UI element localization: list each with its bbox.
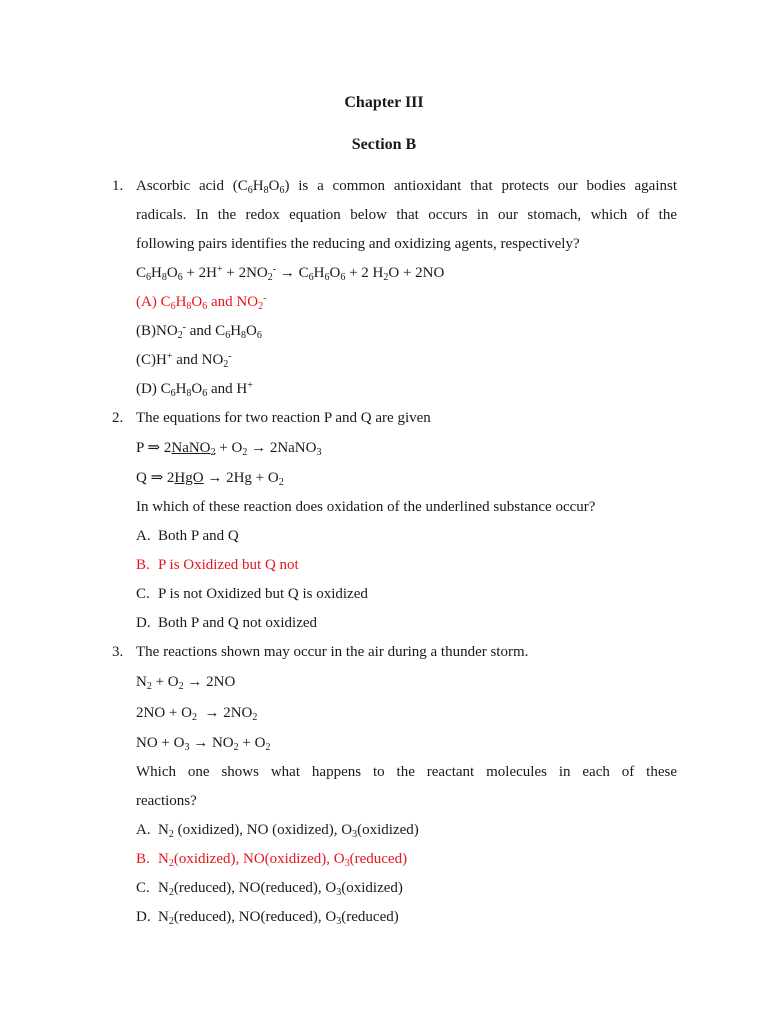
question-1-number: 1. <box>112 178 124 194</box>
question-3-equation-1: $N_2 + O_2 \to 2NO$ <box>136 674 236 692</box>
question-1-stem-line-1: Ascorbic acid $(C_6H_8O_6)$ is a common antioxidant that protects our bodies against <box>136 178 677 196</box>
question-3-option-d-text: $N_2(reduced)$, NO(reduced), $O_3(reduced)$ <box>158 909 399 927</box>
question-1-option-d: (D) $C_6H_8O_6$ and H+ <box>136 380 253 399</box>
question-3-option-d-letter: D. <box>136 909 151 925</box>
question-2-question: In which of these reaction does oxidation of the underlined substance occur? <box>136 499 596 515</box>
question-2-option-d-letter: D. <box>136 615 151 631</box>
section-title: Section B <box>351 136 417 153</box>
question-3-option-a-text: $N_2$ (oxidized), NO (oxidized), $O_3(oxidized)$ <box>158 822 419 840</box>
question-1-option-a-correct: (A) $C_6H_8O_6$ and $NO_2^-$ <box>136 293 267 312</box>
question-3-equation-3: NO + $O_3 \to NO_2 + O_2$ <box>136 735 271 753</box>
question-2-equation-q: Q ⇒ $2HgO \to 2Hg + O_2$ <box>136 470 284 488</box>
underlined-substance-p: NaNO$_2$ <box>171 440 216 458</box>
question-3-equation-2: $2NO + O_2 \to 2NO_2$ <box>136 705 258 723</box>
question-3-option-a-letter: A. <box>136 822 151 838</box>
question-3-option-b-text-correct: $N_2(oxidized)$, NO(oxidized), $O_3(reduced)$ <box>158 851 408 869</box>
underlined-substance-q: HgO <box>174 470 204 486</box>
question-2-option-c-text: P is not Oxidized but Q is oxidized <box>158 586 368 602</box>
question-2-option-c-letter: C. <box>136 586 150 602</box>
chapter-title: Chapter III <box>344 94 424 111</box>
question-1-stem-line-3: following pairs identifies the reducing and oxidizing agents, respectively? <box>136 236 580 252</box>
question-2-option-d-text: Both P and Q not oxidized <box>158 615 318 631</box>
question-2-equation-p: P ⇒ 2NaNO$_2$ + $O_2$ → 2NaNO$_3$ <box>136 440 322 458</box>
question-1-option-b: $(B)NO_2^-$ and $C_6H_8O_6$ <box>136 322 262 341</box>
question-1-option-c: (C)H+ and $NO_2^-$ <box>136 351 232 370</box>
question-1-stem-line-2: radicals. In the redox equation below that occurs in our stomach, which of the <box>136 207 677 223</box>
question-2-stem: The equations for two reaction P and Q are given <box>136 410 431 426</box>
question-3-stem: The reactions shown may occur in the air during a thunder storm. <box>136 644 529 660</box>
question-2-option-a-text: Both P and Q <box>158 528 239 544</box>
question-3-question-line-1: Which one shows what happens to the reactant molecules in each of these <box>136 764 677 780</box>
question-3-option-c-letter: C. <box>136 880 150 896</box>
question-3-question-line-2: reactions? <box>136 793 197 809</box>
question-1-equation: $C_6H_8O_6 + 2H^+ + 2NO_2^- \to C_6H_6O_6 + 2$ $H_2O + 2NO$ <box>136 264 445 283</box>
question-2-option-a-letter: A. <box>136 528 151 544</box>
question-2-option-b-letter: B. <box>136 557 150 573</box>
question-3-option-c-text: $N_2(reduced)$, NO(reduced), $O_3(oxidized)$ <box>158 880 403 898</box>
question-2-option-b-text-correct: P is Oxidized but Q not <box>158 557 299 573</box>
question-3-option-b-letter: B. <box>136 851 150 867</box>
question-2-number: 2. <box>112 410 124 426</box>
question-3-number: 3. <box>112 644 124 660</box>
